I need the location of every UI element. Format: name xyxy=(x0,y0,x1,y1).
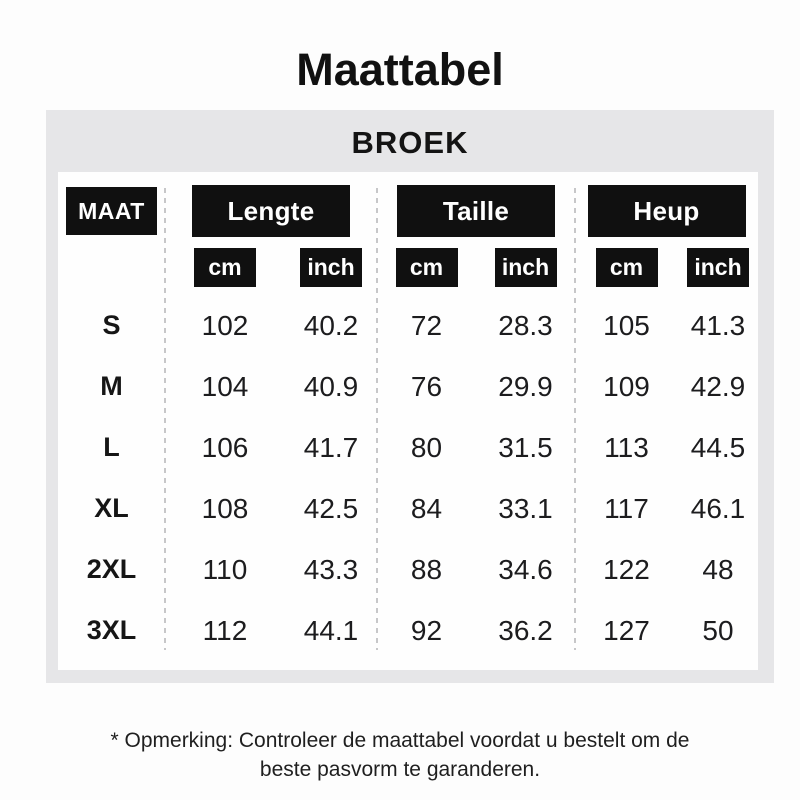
value-cell: 28.3 xyxy=(498,309,553,341)
unit-cell xyxy=(678,248,758,287)
table-row-l xyxy=(58,417,758,478)
value-cell: 42.5 xyxy=(303,492,359,524)
size-cell: 3XL xyxy=(86,615,137,645)
value-cell: 92 xyxy=(410,614,443,646)
unit-cell-empty xyxy=(58,248,165,287)
value-cell: 127 xyxy=(603,614,650,646)
value-cell: 113 xyxy=(604,431,649,463)
size-chart-panel xyxy=(46,110,774,683)
unit-header-heup-cm: cm xyxy=(596,248,658,287)
value-cell: 104 xyxy=(201,370,249,402)
value-cell: 41.7 xyxy=(303,431,359,463)
value-cell: 117 xyxy=(604,492,649,524)
size-cell: L xyxy=(103,432,120,462)
header-cell-size xyxy=(58,185,165,237)
unit-cell xyxy=(575,248,678,287)
value-cell: 31.5 xyxy=(498,431,553,463)
column-header-maat: MAAT xyxy=(66,187,157,235)
value-cell: 33.1 xyxy=(498,492,553,524)
value-cell: 80 xyxy=(410,431,443,463)
size-cell: M xyxy=(100,371,123,401)
header-cell-lengte xyxy=(165,185,377,237)
value-cell: 102 xyxy=(201,309,249,341)
category-title: BROEK xyxy=(351,125,469,160)
unit-cell xyxy=(285,248,377,287)
value-cell: 112 xyxy=(202,614,248,646)
unit-header-taille-cm: cm xyxy=(396,248,458,287)
column-header-heup: Heup xyxy=(588,185,746,237)
table-body xyxy=(58,295,758,661)
value-cell: 43.3 xyxy=(303,553,359,585)
table-header-row xyxy=(58,185,758,237)
unit-cell xyxy=(476,248,575,287)
size-cell: 2XL xyxy=(86,554,137,584)
value-cell: 108 xyxy=(201,492,249,524)
value-cell: 106 xyxy=(201,431,249,463)
value-cell: 42.9 xyxy=(690,370,746,402)
value-cell: 50 xyxy=(702,614,734,646)
note-line-1: * Opmerking: Controleer de maattabel voordat u bestelt om de xyxy=(110,729,690,752)
value-cell: 88 xyxy=(410,553,443,585)
unit-header-lengte-inch: inch xyxy=(300,248,362,287)
page-title: Maattabel xyxy=(296,44,504,95)
value-cell: 44.5 xyxy=(690,431,746,463)
value-cell: 48 xyxy=(702,553,734,585)
unit-cell xyxy=(165,248,285,287)
table-row-m xyxy=(58,356,758,417)
size-cell: S xyxy=(102,310,121,340)
table-row-s xyxy=(58,295,758,356)
value-cell: 40.9 xyxy=(303,370,359,402)
note-line-2: beste pasvorm te garanderen. xyxy=(259,758,541,781)
unit-header-lengte-cm: cm xyxy=(194,248,256,287)
value-cell: 41.3 xyxy=(690,309,746,341)
footer-note xyxy=(0,726,800,784)
column-header-lengte: Lengte xyxy=(192,185,350,237)
size-cell: XL xyxy=(94,493,129,523)
unit-header-taille-inch: inch xyxy=(495,248,557,287)
value-cell: 76 xyxy=(410,370,443,402)
unit-header-row xyxy=(58,248,758,287)
value-cell: 84 xyxy=(410,492,443,524)
header-cell-taille xyxy=(377,185,575,237)
value-cell: 109 xyxy=(603,370,650,402)
table-row-3xl xyxy=(58,600,758,661)
unit-header-heup-inch: inch xyxy=(687,248,749,287)
value-cell: 110 xyxy=(202,553,248,585)
value-cell: 40.2 xyxy=(303,309,359,341)
unit-cell xyxy=(377,248,476,287)
table-row-xl xyxy=(58,478,758,539)
value-cell: 44.1 xyxy=(303,614,359,646)
value-cell: 105 xyxy=(603,309,650,341)
value-cell: 46.1 xyxy=(690,492,746,524)
column-header-taille: Taille xyxy=(397,185,555,237)
table-row-2xl xyxy=(58,539,758,600)
value-cell: 29.9 xyxy=(498,370,553,402)
value-cell: 34.6 xyxy=(498,553,553,585)
size-table xyxy=(58,172,758,670)
value-cell: 72 xyxy=(410,309,443,341)
value-cell: 36.2 xyxy=(498,614,553,646)
header-cell-heup xyxy=(575,185,758,237)
value-cell: 122 xyxy=(603,553,650,585)
